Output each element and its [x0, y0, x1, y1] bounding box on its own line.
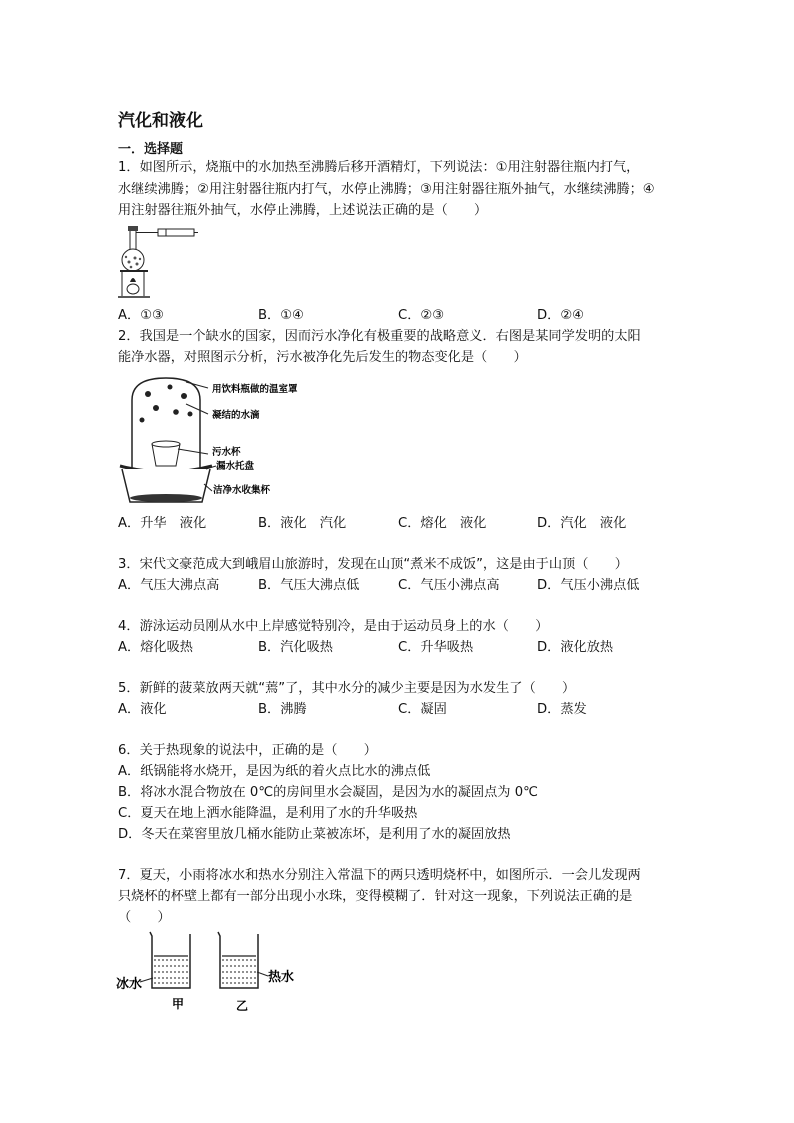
question-2-line-2: 能净水器，对照图示分析，污水被净化先后发生的物态变化是（ ）: [118, 350, 527, 365]
question-1-line-3: 用注射器往瓶外抽气，水停止沸腾，上述说法正确的是（ ）: [118, 203, 488, 218]
question-4-line-1: 4．游泳运动员刚从水中上岸感觉特别冷，是由于运动员身上的水（ ）: [118, 619, 549, 634]
figure-label-greenhouse: 用饮料瓶做的温室罩: [212, 384, 298, 395]
question-5-option-c[interactable]: C．凝固: [398, 702, 447, 717]
question-5-option-d[interactable]: D．蒸发: [537, 702, 587, 717]
question-6-option-a[interactable]: A．纸锅能将水烧开，是因为纸的着火点比水的沸点低: [118, 764, 431, 779]
question-4-option-b[interactable]: B．汽化吸热: [258, 640, 333, 655]
question-6-option-b[interactable]: B．将冰水混合物放在 0℃的房间里水会凝固，是因为水的凝固点为 0℃: [118, 785, 538, 800]
question-4-option-d[interactable]: D．液化放热: [537, 640, 614, 655]
figure-label-ice-water: 冰水: [116, 977, 143, 992]
question-1-option-b[interactable]: B．①④: [258, 308, 304, 323]
question-7-line-1: 7．夏天，小雨将冰水和热水分别注入常温下的两只透明烧杯中，如图所示．一会儿发现两: [118, 868, 641, 883]
question-6-option-c[interactable]: C．夏天在地上洒水能降温，是利用了水的升华吸热: [118, 806, 418, 821]
question-7-line-3: （ ）: [118, 910, 171, 925]
flask-syringe-figure: [116, 224, 200, 302]
figure-label-dirty-cup: 污水杯: [212, 447, 241, 458]
question-3-option-d[interactable]: D．气压小沸点低: [537, 578, 640, 593]
section-heading: 一．选择题: [118, 142, 184, 157]
question-1-option-c[interactable]: C．②③: [398, 308, 445, 323]
question-3-line-1: 3．宋代文豪范成大到峨眉山旅游时，发现在山顶“煮米不成饭”，这是由于山顶（ ）: [118, 557, 628, 572]
question-5-option-b[interactable]: B．沸腾: [258, 702, 307, 717]
question-2-option-a[interactable]: A．升华 液化: [118, 516, 207, 531]
figure-label-yi: 乙: [236, 999, 249, 1013]
question-6-option-d[interactable]: D．冬天在菜窖里放几桶水能防止菜被冻坏，是利用了水的凝固放热: [118, 827, 511, 842]
question-2-option-c[interactable]: C．熔化 液化: [398, 516, 487, 531]
figure-label-tray: 漏水托盘: [216, 461, 255, 472]
question-2-option-b[interactable]: B．液化 汽化: [258, 516, 347, 531]
solar-water-purifier-figure: [116, 374, 326, 508]
question-4-option-a[interactable]: A．熔化吸热: [118, 640, 193, 655]
figure-label-droplets: 凝结的水滴: [212, 410, 260, 421]
figure-label-jia: 甲: [172, 997, 185, 1011]
figure-label-collection-cup: 洁净水收集杯: [213, 485, 271, 496]
question-7-line-2: 只烧杯的杯壁上都有一部分出现小水珠，变得模糊了．针对这一现象，下列说法正确的是: [118, 889, 633, 904]
question-1-option-d[interactable]: D．②④: [537, 308, 584, 323]
question-4-option-c[interactable]: C．升华吸热: [398, 640, 474, 655]
question-3-option-a[interactable]: A．气压大沸点高: [118, 578, 220, 593]
beakers-figure: [116, 928, 312, 1014]
question-2-option-d[interactable]: D．汽化 液化: [537, 516, 627, 531]
question-2-line-1: 2．我国是一个缺水的国家，因而污水净化有极重要的战略意义．右图是某同学发明的太阳: [118, 329, 641, 344]
question-3-option-c[interactable]: C．气压小沸点高: [398, 578, 500, 593]
figure-label-hot-water: 热水: [268, 970, 295, 985]
question-1-line-1: 1．如图所示，烧瓶中的水加热至沸腾后移开酒精灯，下列说法：①用注射器往瓶内打气，: [118, 160, 640, 175]
page-title: 汽化和液化: [118, 111, 203, 131]
question-1-line-2: 水继续沸腾；②用注射器往瓶内打气，水停止沸腾；③用注射器往瓶外抽气，水继续沸腾；④: [118, 182, 655, 197]
question-6-line-1: 6．关于热现象的说法中，正确的是（ ）: [118, 743, 377, 758]
question-3-option-b[interactable]: B．气压大沸点低: [258, 578, 360, 593]
question-5-option-a[interactable]: A．液化: [118, 702, 167, 717]
question-5-line-1: 5．新鲜的菠菜放两天就“蔫”了，其中水分的减少主要是因为水发生了（ ）: [118, 681, 576, 696]
question-1-option-a[interactable]: A．①③: [118, 308, 164, 323]
